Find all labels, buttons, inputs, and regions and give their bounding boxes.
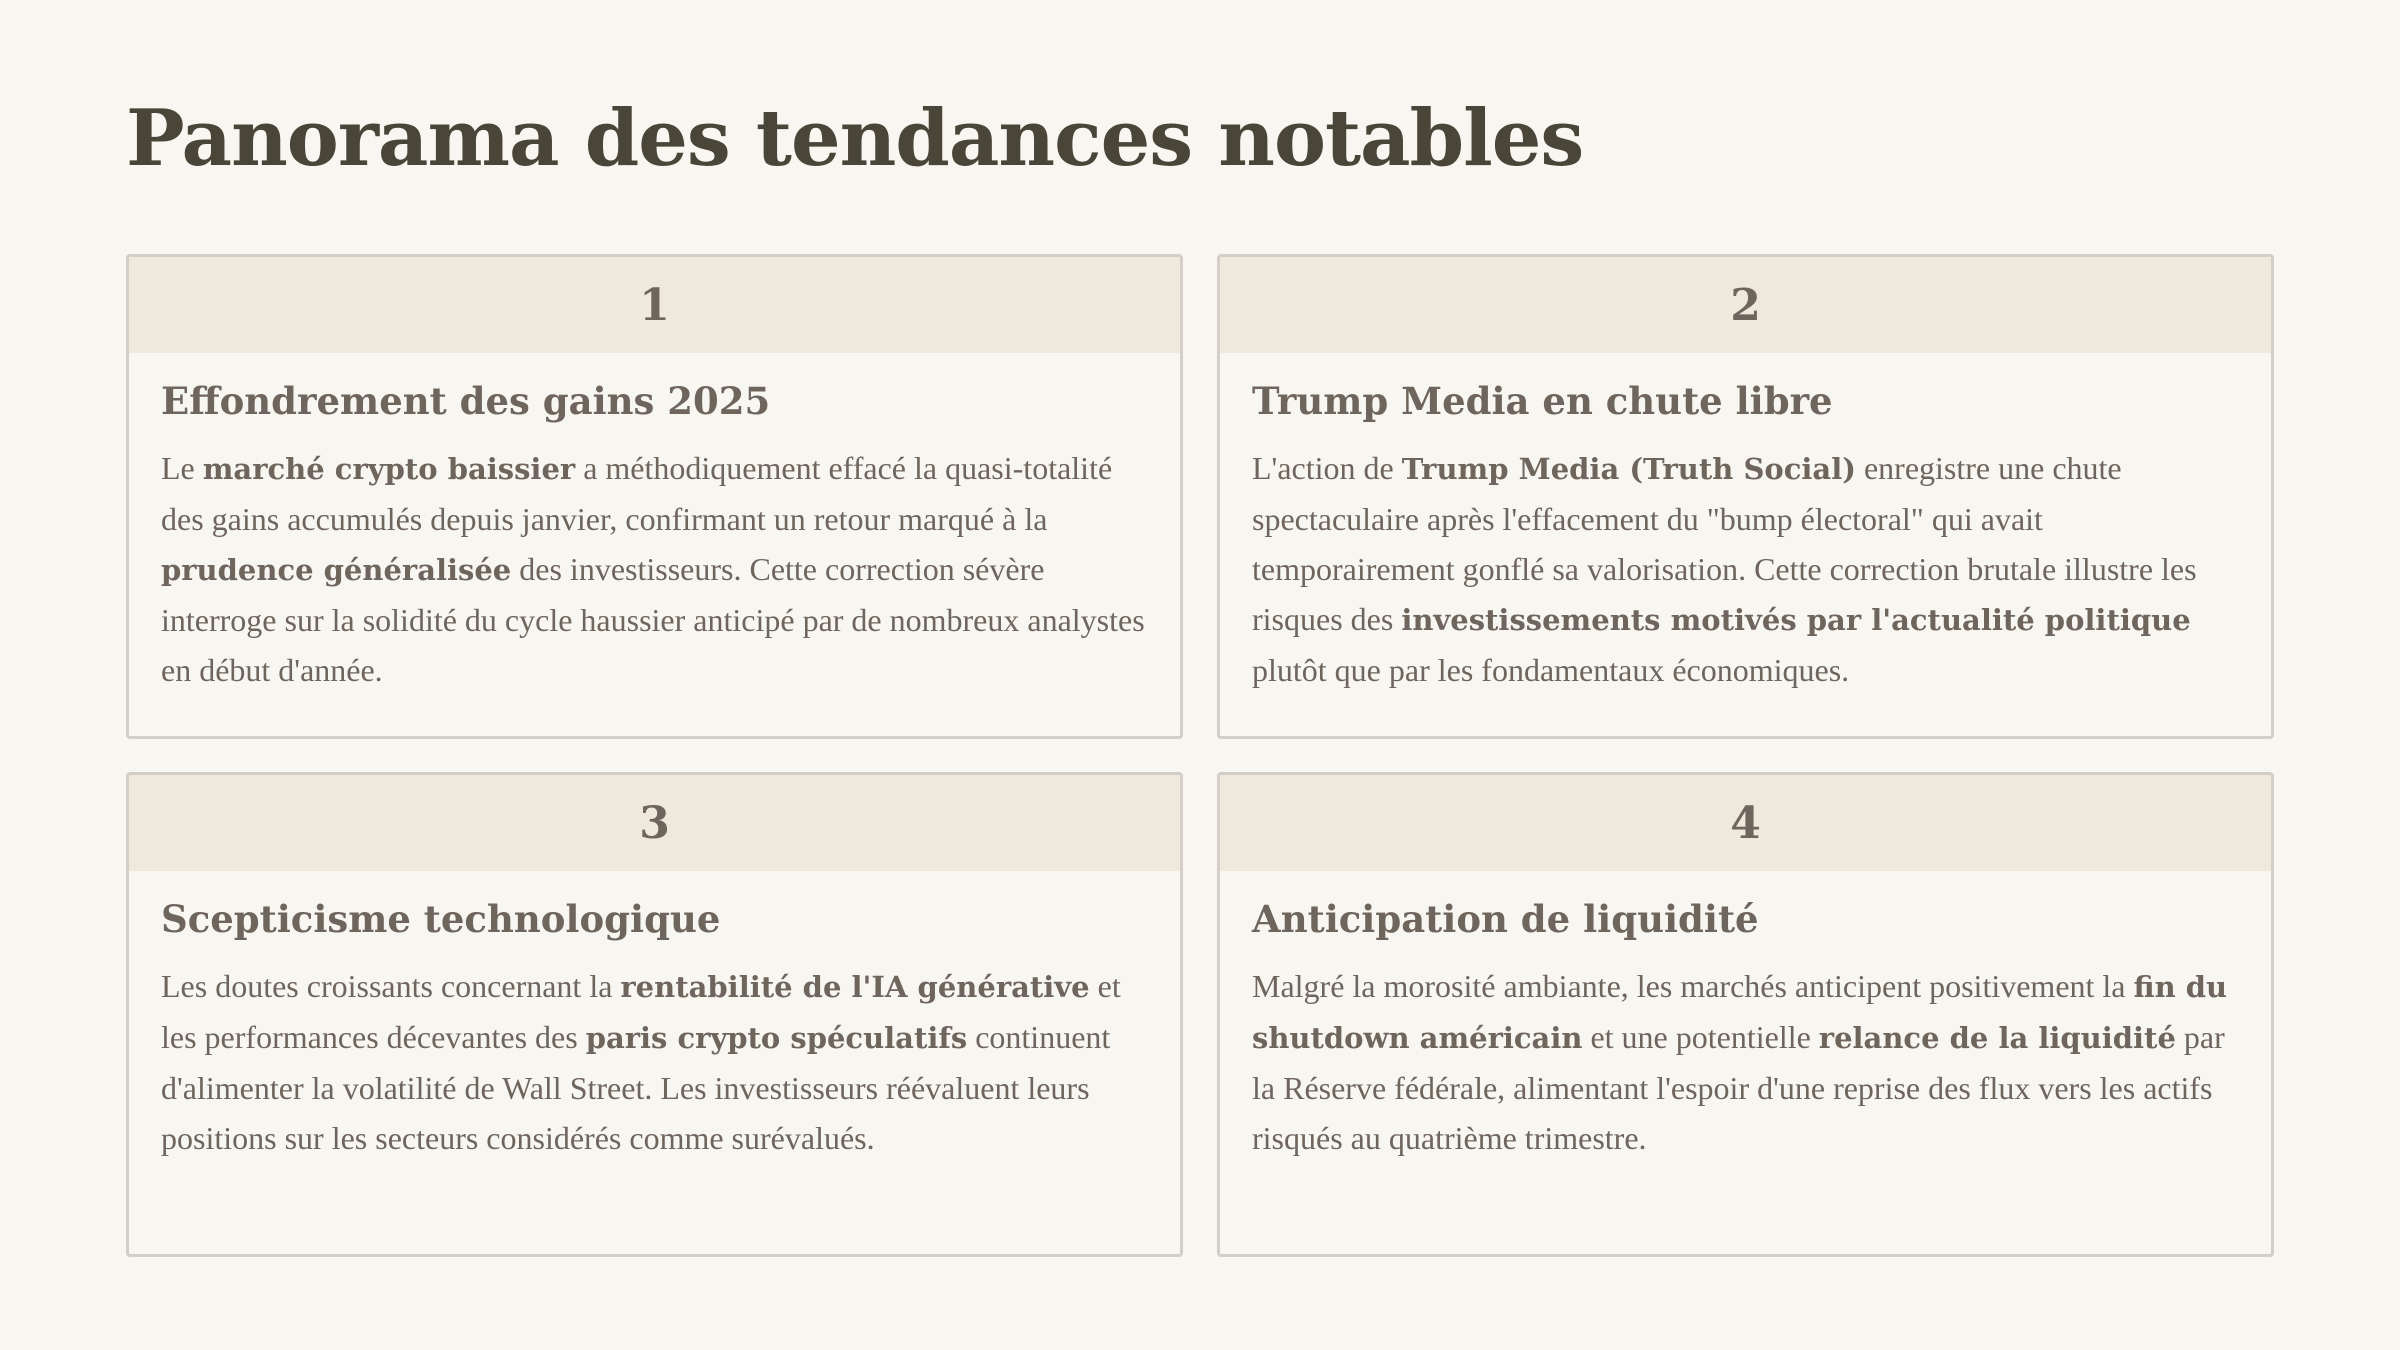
card-body	[1220, 353, 2271, 695]
page-title: Panorama des tendances notables	[126, 93, 1584, 184]
card-text	[161, 961, 1148, 1163]
card-text	[1252, 443, 2239, 695]
text-segment: Les doutes croissants concernant la	[161, 968, 621, 1004]
emphasis-segment: investissements motivés par l'actualité politique	[1401, 603, 2191, 637]
card-title: Effondrement des gains 2025	[161, 379, 771, 423]
card-text	[1252, 961, 2239, 1163]
card-number: 3	[129, 775, 1180, 871]
emphasis-segment: prudence généralisée	[161, 553, 512, 587]
text-segment: plutôt que par les fondamentaux économiques.	[1252, 652, 1850, 688]
trend-card-3	[126, 772, 1183, 1257]
card-body	[129, 871, 1180, 1163]
card-number: 1	[129, 257, 1180, 353]
trends-grid	[126, 254, 2274, 1257]
card-body	[1220, 871, 2271, 1163]
card-number: 2	[1220, 257, 2271, 353]
card-body	[129, 353, 1180, 695]
trend-card-4	[1217, 772, 2274, 1257]
trend-card-2	[1217, 254, 2274, 739]
emphasis-segment: paris crypto spéculatifs	[585, 1021, 968, 1055]
text-segment: Malgré la morosité ambiante, les marchés anticipent positivement la	[1252, 968, 2134, 1004]
card-title: Anticipation de liquidité	[1252, 897, 1759, 941]
card-text	[161, 443, 1148, 695]
text-segment: par la Réserve fédérale, alimentant l'espoir d'une reprise des flux vers les actifs risqués au quatrième trimestre.	[1252, 1019, 2225, 1156]
emphasis-segment: marché crypto baissier	[202, 452, 576, 486]
card-title: Scepticisme technologique	[161, 897, 721, 941]
text-segment: L'action de	[1252, 450, 1402, 486]
card-title: Trump Media en chute libre	[1252, 379, 1833, 423]
emphasis-segment: fin du shutdown américain	[1252, 970, 2228, 1055]
text-segment: des investisseurs. Cette correction sévère interroge sur la solidité du cycle haussier anticipé par de nombreux analystes en début d'année.	[161, 551, 1145, 688]
text-segment: continuent d'alimenter la volatilité de Wall Street. Les investisseurs réévaluent leurs positions sur les secteurs considérés comme surévalués.	[161, 1019, 1111, 1156]
card-number: 4	[1220, 775, 2271, 871]
text-segment: a méthodiquement effacé la quasi-totalité des gains accumulés depuis janvier, confirmant un retour marqué à la	[161, 450, 1113, 537]
emphasis-segment: relance de la liquidité	[1818, 1021, 2176, 1055]
text-segment: et les performances décevantes des	[161, 968, 1121, 1055]
text-segment: enregistre une chute spectaculaire après l'effacement du "bump électoral" qui avait temporairement gonflé sa valorisation. Cette correction brutale illustre les risques des	[1252, 450, 2197, 637]
emphasis-segment: rentabilité de l'IA générative	[620, 970, 1090, 1004]
text-segment: Le	[161, 450, 203, 486]
trend-card-1	[126, 254, 1183, 739]
emphasis-segment: Trump Media (Truth Social)	[1401, 452, 1856, 486]
text-segment: et une potentielle	[1582, 1019, 1819, 1055]
